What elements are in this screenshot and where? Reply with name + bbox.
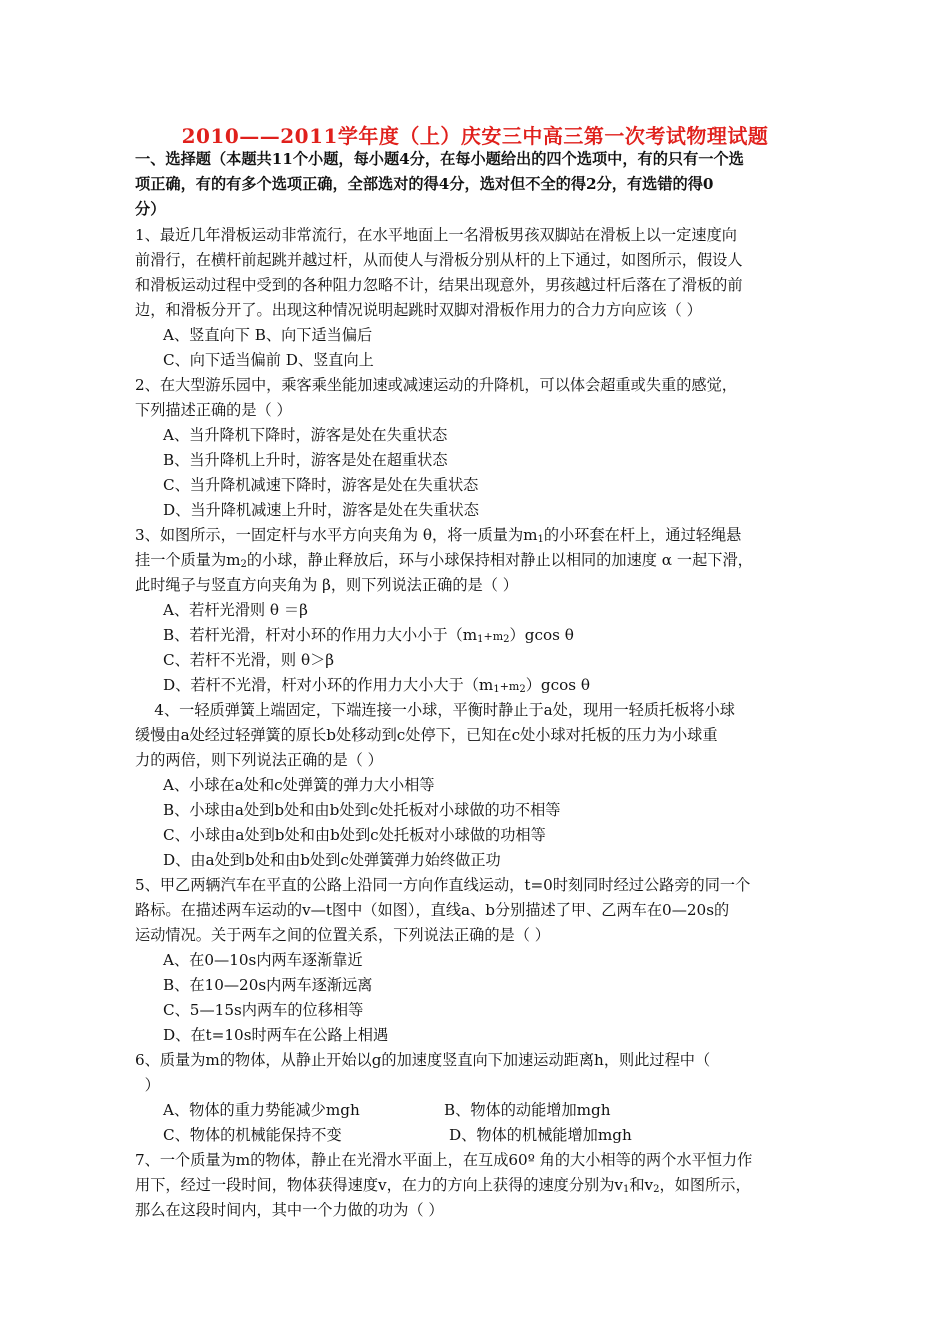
page-title: 2010——2011学年度（上）庆安三中高三第一次考试物理试题 — [181, 124, 769, 148]
question-5-text: 路标。在描述两车运动的v—t图中（如图），直线a、b分别描述了甲、乙两车在0—20s的 — [135, 901, 730, 919]
question-3-text: 3、如图所示，一固定杆与水平方向夹角为 θ，将一质量为$m_1$的小环套在杆上，通过轻绳悬 — [135, 526, 742, 545]
question-4-option: B、小球由a处到b处和由b处到c处托板对小球做的功不相等 — [163, 801, 561, 819]
question-5-text: 5、甲乙两辆汽车在平直的公路上沿同一方向作直线运动，t=0时刻同时经过公路旁的同一个 — [135, 876, 751, 894]
question-3-text: 此时绳子与竖直方向夹角为 β，则下列说法正确的是（ ） — [135, 576, 518, 594]
question-7-text: 7、一个质量为m的物体，静止在光滑水平面上，在互成60º 角的大小相等的两个水平恒力作 — [135, 1151, 753, 1169]
question-5-option: C、5—15s内两车的位移相等 — [163, 1001, 364, 1019]
question-5-option: B、在10—20s内两车逐渐远离 — [163, 976, 373, 994]
question-2-option: C、当升降机减速下降时，游客是处在失重状态 — [163, 476, 479, 494]
question-1-options-row: A、竖直向下 B、向下适当偏后 — [163, 326, 373, 344]
question-7-text: 那么在这段时间内，其中一个力做的功为（ ） — [135, 1201, 444, 1219]
question-1-text: 前滑行，在横杆前起跳并越过杆，从而使人与滑板分别从杆的上下通过，如图所示，假设人 — [135, 251, 743, 269]
question-2-option: B、当升降机上升时，游客是处在超重状态 — [163, 451, 448, 469]
question-3-option: B、若杆光滑，杆对小环的作用力大小小于$(m_1+m_2)gcos$ θ — [163, 626, 574, 645]
question-3-text: 挂一个质量为$m_2$的小球，静止释放后，环与小球保持相对静止以相同的加速度 α 一起下滑， — [135, 551, 753, 570]
question-5-option: A、在0—10s内两车逐渐靠近 — [163, 951, 363, 969]
question-6-option-a: A、物体的重力势能减少mgh — [163, 1101, 360, 1119]
question-2-option: D、当升降机减速上升时，游客是处在失重状态 — [163, 501, 479, 519]
question-1-text: 和滑板运动过程中受到的各种阻力忽略不计，结果出现意外，男孩越过杆后落在了滑板的前 — [135, 276, 743, 294]
question-5-option: D、在t=10s时两车在公路上相遇 — [163, 1026, 389, 1044]
question-3-option: C、若杆不光滑，则 θ＞β — [163, 651, 335, 669]
question-6-option-d: D、物体的机械能增加mgh — [449, 1126, 632, 1144]
question-3-option: A、若杆光滑则 θ ＝β — [163, 601, 308, 619]
section-heading-line: 分） — [135, 200, 166, 218]
question-6-option-b: B、物体的动能增加mgh — [444, 1101, 611, 1119]
question-5-text: 运动情况。关于两车之间的位置关系，下列说法正确的是（ ） — [135, 926, 550, 944]
question-1-options-row: C、向下适当偏前 D、竖直向上 — [163, 351, 374, 369]
question-4-text: 力的两倍，则下列说法正确的是（ ） — [135, 751, 383, 769]
question-3-option: D、若杆不光滑，杆对小环的作用力大小大于$(m_1+m_2)gcos$ θ — [163, 676, 591, 695]
section-heading-line: 一、选择题（本题共11个小题，每小题4分，在每小题给出的四个选项中，有的只有一个选 — [135, 150, 744, 168]
question-2-option: A、当升降机下降时，游客是处在失重状态 — [163, 426, 448, 444]
question-2-text: 2、在大型游乐园中，乘客乘坐能加速或减速运动的升降机，可以体会超重或失重的感觉， — [135, 376, 737, 394]
section-heading-line: 项正确，有的有多个选项正确，全部选对的得4分，选对但不全的得2分，有选错的得0 — [135, 175, 714, 193]
question-1-text: 1、最近几年滑板运动非常流行，在水平地面上一名滑板男孩双脚站在滑板上以一定速度向 — [135, 226, 737, 244]
question-6-option-c: C、物体的机械能保持不变 — [163, 1126, 342, 1144]
question-4-option: D、由a处到b处和由b处到c处弹簧弹力始终做正功 — [163, 851, 501, 869]
question-7-text: 用下，经过一段时间，物体获得速度v，在力的方向上获得的速度分别为$v_1$和$v_2$，如图所示， — [135, 1176, 751, 1195]
question-2-text: 下列描述正确的是（ ） — [135, 401, 292, 419]
question-4-option: C、小球由a处到b处和由b处到c处托板对小球做的功相等 — [163, 826, 546, 844]
question-4-text: 4、一轻质弹簧上端固定，下端连接一小球，平衡时静止于a处，现用一轻质托板将小球 — [135, 701, 735, 719]
question-4-text: 缓慢由a处经过轻弹簧的原长b处移动到c处停下，已知在c处小球对托板的压力为小球重 — [135, 726, 718, 744]
question-4-option: A、小球在a处和c处弹簧的弹力大小相等 — [163, 776, 435, 794]
question-1-text: 边，和滑板分开了。出现这种情况说明起跳时双脚对滑板作用力的合力方向应该（ ） — [135, 301, 702, 319]
question-6-text: 6、质量为m的物体，从静止开始以g的加速度竖直向下加速运动距离h，则此过程中（ — [135, 1051, 711, 1069]
question-6-text: ） — [135, 1076, 160, 1094]
